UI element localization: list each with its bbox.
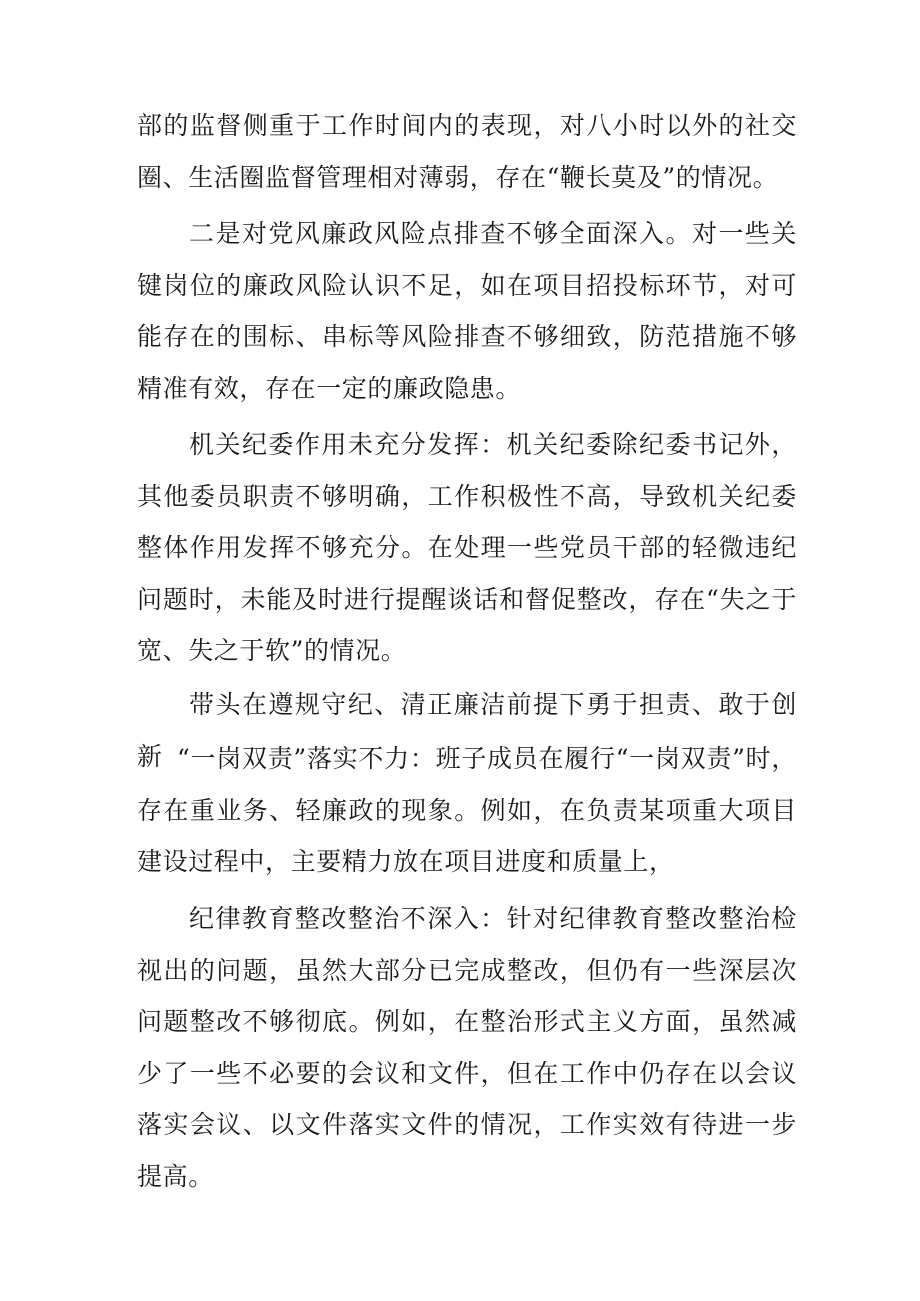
paragraph-rectification: 纪律教育整改整治不深入：针对纪律教育整改整治检视出的问题，虽然大部分已完成整改，但仍有一些深层次问题整改不够彻底。例如，在整治形式主义方面，虽然减少了一些不必要的会议和文件，但在工作中仍存在以会议落实会议、以文件落实文件的情况，工作实效有待进一步提高。	[137, 904, 797, 1191]
paragraph-continuation: 部的监督侧重于工作时间内的表现，对八小时以外的社交圈、生活圈监督管理相对薄弱，存在“鞭长莫及”的情况。	[137, 111, 797, 192]
paragraph-dual-responsibility: “一岗双责”落实不力：班子成员在履行“一岗双责”时，存在重业务、轻廉政的现象。例如，在负责某项重大项目建设过程中，主要精力放在项目进度和质量上，	[137, 744, 797, 876]
paragraph-discipline-committee: 机关纪委作用未充分发挥：机关纪委除纪委书记外，其他委员职责不够明确，工作积极性不高，导致机关纪委整体作用发挥不够充分。在处理一些党员干部的轻微违纪问题时，未能及时进行提醒谈话和督促整改，存在“失之于宽、失之于软”的情况。	[137, 430, 797, 665]
section-heading: 带头在遵规守纪、清正廉洁前提下勇于担责、敢于创新	[137, 690, 797, 771]
paragraph-risk-points: 二是对党风廉政风险点排查不够全面深入。对一些关键岗位的廉政风险认识不足，如在项目招投标环节，对可能存在的围标、串标等风险排查不够细致，防范措施不够精准有效，存在一定的廉政隐患。	[137, 219, 797, 403]
